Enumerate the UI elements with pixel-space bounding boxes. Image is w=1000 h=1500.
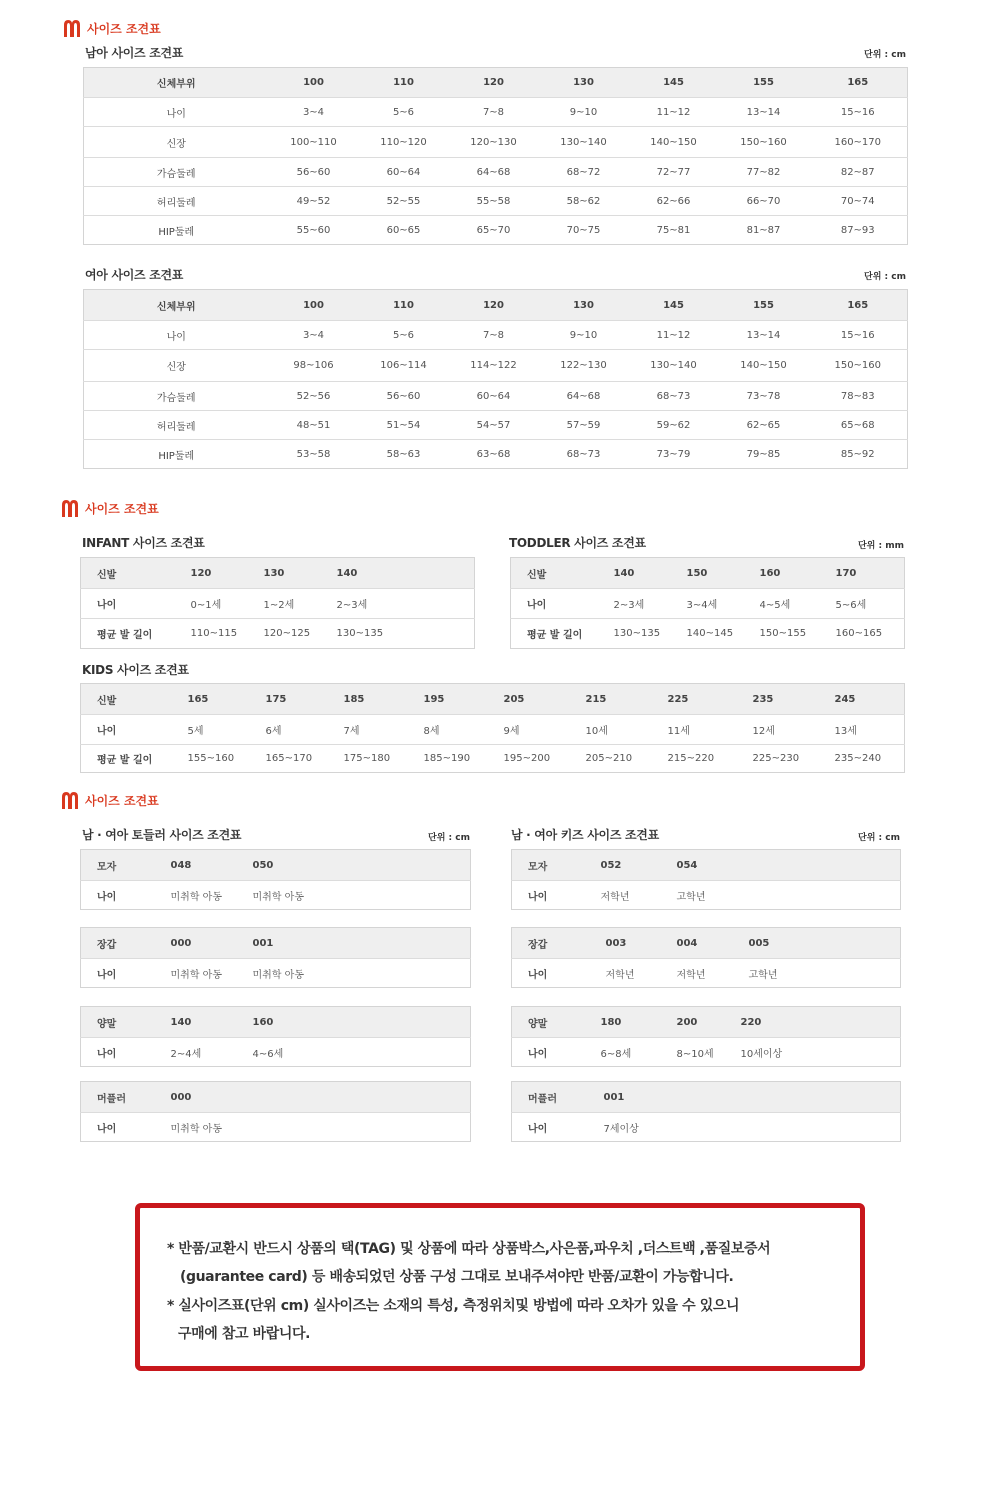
table-cell: 2~4세 — [171, 1038, 253, 1067]
row-label-cell: 나이 — [512, 881, 601, 910]
table-cell: 15~16 — [809, 98, 908, 127]
table-row — [512, 881, 901, 910]
table-cell: 180 — [601, 1007, 677, 1038]
table-cell: 58~63 — [359, 440, 449, 469]
kids-title: KIDS 사이즈 조견표 — [82, 663, 189, 677]
table-cell: 미취학 아동 — [171, 1113, 471, 1142]
row-label-cell: 모자 — [512, 850, 601, 881]
notice-line-3: * 실사이즈표(단위 cm) 실사이즈는 소재의 특성, 측정위치및 방법에 따라 오차가 있을 수 있으니 — [167, 1298, 740, 1314]
row-label-cell: 머플러 — [81, 1082, 171, 1113]
table-cell: 85~92 — [809, 440, 908, 469]
table-cell: 175~180 — [344, 745, 424, 773]
notice-box — [135, 1203, 865, 1371]
kids-gloves-table — [511, 927, 901, 988]
boys-title: 남아 사이즈 조견표 — [85, 46, 184, 60]
table-row — [84, 440, 908, 469]
table-cell: 3~4 — [269, 321, 359, 350]
row-label-cell: 장갑 — [512, 928, 606, 959]
row-label-cell: 머플러 — [512, 1082, 604, 1113]
notice-line-4: 구매에 참고 바랍니다. — [178, 1326, 310, 1342]
table-row — [512, 1113, 901, 1142]
table-row — [84, 321, 908, 350]
table-cell: 3~4세 — [687, 589, 760, 619]
table-cell: 235 — [753, 684, 835, 715]
table-cell: 3~4 — [269, 98, 359, 127]
toddler-muffler-table — [80, 1081, 471, 1142]
section-head-3 — [60, 790, 159, 810]
table-cell: 11~12 — [629, 321, 719, 350]
row-label-cell: 가슴둘레 — [84, 382, 269, 411]
table-cell: 11~12 — [629, 98, 719, 127]
toddler-acc-unit: 단위 : cm — [428, 833, 470, 843]
table-cell: 5세 — [188, 715, 266, 745]
table-cell: 122~130 — [539, 350, 629, 382]
table-header-row — [512, 1082, 901, 1113]
table-cell: 106~114 — [359, 350, 449, 382]
table-cell: 165 — [188, 684, 266, 715]
table-header-row — [81, 928, 471, 959]
table-row — [81, 1113, 471, 1142]
table-cell: 5~6 — [359, 98, 449, 127]
table-cell: 6세 — [266, 715, 344, 745]
brand-logo-icon — [60, 498, 80, 518]
table-cell: 57~59 — [539, 411, 629, 440]
table-row — [84, 216, 908, 245]
table-row — [84, 411, 908, 440]
row-label-cell: 나이 — [81, 589, 191, 619]
table-cell: 140~145 — [687, 619, 760, 649]
table-cell: 245 — [835, 684, 905, 715]
table-cell: 110~120 — [359, 127, 449, 158]
girls-unit: 단위 : cm — [864, 272, 906, 282]
table-cell: 8세 — [424, 715, 504, 745]
table-cell: 저학년 — [601, 881, 677, 910]
table-cell: 130 — [264, 558, 337, 589]
table-cell: 120~130 — [449, 127, 539, 158]
table-header-row — [81, 850, 471, 881]
table-cell: 10세 — [586, 715, 668, 745]
table-cell: 225~230 — [753, 745, 835, 773]
table-cell: 160~170 — [809, 127, 908, 158]
table-row — [512, 959, 901, 988]
table-cell: 0~1세 — [191, 589, 264, 619]
table-cell: 저학년 — [606, 959, 677, 988]
brand-logo-icon — [62, 18, 82, 38]
table-cell: 13세 — [835, 715, 905, 745]
table-row — [81, 619, 475, 649]
row-label-cell: 평균 발 길이 — [81, 619, 191, 649]
table-cell: 73~78 — [719, 382, 809, 411]
row-label-cell: 나이 — [512, 1113, 604, 1142]
toddler-hat-table — [80, 849, 471, 910]
table-cell: 5~6세 — [836, 589, 905, 619]
table-cell: 15~16 — [809, 321, 908, 350]
row-label-cell: 신체부위 — [84, 290, 269, 321]
table-cell: 114~122 — [449, 350, 539, 382]
row-label-cell: 평균 발 길이 — [511, 619, 614, 649]
table-cell: 155~160 — [188, 745, 266, 773]
table-cell: 205~210 — [586, 745, 668, 773]
row-label-cell: 모자 — [81, 850, 171, 881]
toddler-gloves-table — [80, 927, 471, 988]
table-cell: 68~73 — [629, 382, 719, 411]
table-cell: 12세 — [753, 715, 835, 745]
table-cell: 75~81 — [629, 216, 719, 245]
table-cell: 77~82 — [719, 158, 809, 187]
table-cell: 49~52 — [269, 187, 359, 216]
table-cell: 165 — [809, 290, 908, 321]
table-cell: 001 — [253, 928, 471, 959]
table-cell: 8~10세 — [677, 1038, 741, 1067]
table-row — [84, 98, 908, 127]
section-head-2 — [60, 498, 159, 518]
table-cell: 110~115 — [191, 619, 264, 649]
kids-muffler-table — [511, 1081, 901, 1142]
table-cell: 60~64 — [449, 382, 539, 411]
table-cell: 140 — [337, 558, 475, 589]
row-label-cell: 나이 — [81, 959, 171, 988]
table-cell: 5~6 — [359, 321, 449, 350]
table-cell: 58~62 — [539, 187, 629, 216]
brand-logo-icon — [60, 790, 80, 810]
row-label-cell: 나이 — [84, 321, 269, 350]
table-cell: 145 — [629, 290, 719, 321]
table-cell: 160 — [760, 558, 836, 589]
table-cell: 2~3세 — [337, 589, 475, 619]
row-label-cell: 나이 — [81, 881, 171, 910]
table-cell: 4~6세 — [253, 1038, 471, 1067]
boys-unit: 단위 : cm — [864, 50, 906, 60]
section-title: 사이즈 조견표 — [85, 501, 159, 516]
table-cell: 2~3세 — [614, 589, 687, 619]
table-cell: 70~74 — [809, 187, 908, 216]
table-cell: 000 — [171, 928, 253, 959]
table-cell: 미취학 아동 — [171, 959, 253, 988]
table-cell: 78~83 — [809, 382, 908, 411]
table-cell: 10세이상 — [741, 1038, 901, 1067]
table-cell: 110 — [359, 68, 449, 98]
table-cell: 70~75 — [539, 216, 629, 245]
row-label-cell: 양말 — [81, 1007, 171, 1038]
table-cell: 73~79 — [629, 440, 719, 469]
table-cell: 130~135 — [337, 619, 475, 649]
table-header-row — [512, 850, 901, 881]
table-cell: 55~60 — [269, 216, 359, 245]
table-cell: 62~65 — [719, 411, 809, 440]
toddler-socks-table — [80, 1006, 471, 1067]
table-cell: 048 — [171, 850, 253, 881]
infant-size-table — [80, 557, 475, 649]
table-cell: 미취학 아동 — [171, 881, 253, 910]
toddler-title: TODDLER 사이즈 조견표 — [509, 536, 646, 550]
table-cell: 050 — [253, 850, 471, 881]
table-cell: 56~60 — [359, 382, 449, 411]
toddler-acc-title: 남 · 여아 토들러 사이즈 조견표 — [82, 828, 242, 842]
table-cell: 63~68 — [449, 440, 539, 469]
row-label-cell: 나이 — [81, 1113, 171, 1142]
row-label-cell: 평균 발 길이 — [81, 745, 188, 773]
table-row — [511, 619, 905, 649]
table-cell: 9세 — [504, 715, 586, 745]
table-row — [512, 1038, 901, 1067]
row-label-cell: 나이 — [511, 589, 614, 619]
row-label-cell: 신장 — [84, 127, 269, 158]
table-cell: 140~150 — [719, 350, 809, 382]
section-head-1 — [62, 18, 161, 38]
table-cell: 56~60 — [269, 158, 359, 187]
table-cell: 005 — [749, 928, 901, 959]
row-label-cell: 신장 — [84, 350, 269, 382]
table-cell: 120~125 — [264, 619, 337, 649]
table-cell: 98~106 — [269, 350, 359, 382]
table-cell: 1~2세 — [264, 589, 337, 619]
table-header-row — [512, 1007, 901, 1038]
row-label-cell: 허리둘레 — [84, 411, 269, 440]
table-cell: 054 — [677, 850, 901, 881]
table-cell: 140~150 — [629, 127, 719, 158]
table-row — [84, 187, 908, 216]
table-cell: 81~87 — [719, 216, 809, 245]
row-label-cell: 나이 — [512, 1038, 601, 1067]
table-cell: 68~73 — [539, 440, 629, 469]
table-cell: 64~68 — [449, 158, 539, 187]
toddler-unit: 단위 : mm — [857, 541, 904, 551]
table-cell: 고학년 — [677, 881, 901, 910]
table-header-row — [81, 1007, 471, 1038]
table-cell: 155 — [719, 68, 809, 98]
table-row — [81, 745, 905, 773]
table-cell: 220 — [741, 1007, 901, 1038]
table-cell: 7세 — [344, 715, 424, 745]
table-cell: 55~58 — [449, 187, 539, 216]
table-cell: 7~8 — [449, 98, 539, 127]
table-cell: 62~66 — [629, 187, 719, 216]
table-cell: 저학년 — [677, 959, 749, 988]
table-cell: 160~165 — [836, 619, 905, 649]
table-row — [81, 589, 475, 619]
table-cell: 53~58 — [269, 440, 359, 469]
table-cell: 175 — [266, 684, 344, 715]
table-cell: 155 — [719, 290, 809, 321]
table-cell: 51~54 — [359, 411, 449, 440]
table-cell: 72~77 — [629, 158, 719, 187]
row-label-cell: 신체부위 — [84, 68, 269, 98]
table-cell: 130~140 — [629, 350, 719, 382]
table-cell: 000 — [171, 1082, 471, 1113]
section-title: 사이즈 조견표 — [85, 793, 159, 808]
table-cell: 고학년 — [749, 959, 901, 988]
table-row — [81, 959, 471, 988]
row-label-cell: 나이 — [84, 98, 269, 127]
kids-hat-table — [511, 849, 901, 910]
table-cell: 7세이상 — [604, 1113, 901, 1142]
kids-acc-unit: 단위 : cm — [858, 833, 900, 843]
table-cell: 68~72 — [539, 158, 629, 187]
table-cell: 001 — [604, 1082, 901, 1113]
table-cell: 160 — [253, 1007, 471, 1038]
row-label-cell: 신발 — [511, 558, 614, 589]
table-cell: 150~160 — [809, 350, 908, 382]
toddler-size-table — [510, 557, 905, 649]
table-cell: 7~8 — [449, 321, 539, 350]
table-cell: 120 — [449, 68, 539, 98]
table-cell: 65~70 — [449, 216, 539, 245]
row-label-cell: 나이 — [81, 1038, 171, 1067]
table-cell: 150~155 — [760, 619, 836, 649]
table-row — [81, 1038, 471, 1067]
table-header-row — [81, 684, 905, 715]
table-cell: 48~51 — [269, 411, 359, 440]
table-cell: 140 — [614, 558, 687, 589]
notice-line-2: (guarantee card) 등 배송되었던 상품 구성 그대로 보내주셔야만 반품/교환이 가능합니다. — [180, 1269, 734, 1285]
table-row — [84, 158, 908, 187]
row-label-cell: HIP둘레 — [84, 440, 269, 469]
table-cell: 145 — [629, 68, 719, 98]
row-label-cell: 허리둘레 — [84, 187, 269, 216]
table-cell: 13~14 — [719, 321, 809, 350]
notice-line-1: * 반품/교환시 반드시 상품의 택(TAG) 및 상품에 따라 상품박스,사은품,파우치 ,더스트백 ,품질보증서 — [167, 1241, 771, 1257]
girls-size-table — [83, 289, 908, 469]
girls-title: 여아 사이즈 조견표 — [85, 268, 184, 282]
table-row — [81, 715, 905, 745]
table-header-row — [512, 928, 901, 959]
table-cell: 60~64 — [359, 158, 449, 187]
table-cell: 미취학 아동 — [253, 959, 471, 988]
table-cell: 165~170 — [266, 745, 344, 773]
table-cell: 195 — [424, 684, 504, 715]
table-cell: 65~68 — [809, 411, 908, 440]
table-cell: 52~55 — [359, 187, 449, 216]
table-cell: 13~14 — [719, 98, 809, 127]
table-cell: 130 — [539, 290, 629, 321]
table-cell: 235~240 — [835, 745, 905, 773]
table-cell: 165 — [809, 68, 908, 98]
table-row — [84, 127, 908, 158]
kids-size-table — [80, 683, 905, 773]
table-cell: 9~10 — [539, 321, 629, 350]
row-label-cell: 가슴둘레 — [84, 158, 269, 187]
table-cell: 100 — [269, 290, 359, 321]
row-label-cell: 양말 — [512, 1007, 601, 1038]
table-row — [81, 881, 471, 910]
row-label-cell: 나이 — [81, 715, 188, 745]
table-cell: 120 — [191, 558, 264, 589]
row-label-cell: 장갑 — [81, 928, 171, 959]
row-label-cell: 신발 — [81, 684, 188, 715]
table-cell: 52~56 — [269, 382, 359, 411]
kids-acc-title: 남 · 여아 키즈 사이즈 조견표 — [511, 828, 659, 842]
table-cell: 205 — [504, 684, 586, 715]
table-cell: 195~200 — [504, 745, 586, 773]
table-cell: 60~65 — [359, 216, 449, 245]
table-cell: 150~160 — [719, 127, 809, 158]
table-cell: 130 — [539, 68, 629, 98]
table-cell: 185~190 — [424, 745, 504, 773]
table-cell: 120 — [449, 290, 539, 321]
table-cell: 11세 — [668, 715, 753, 745]
table-cell: 4~5세 — [760, 589, 836, 619]
table-row — [84, 382, 908, 411]
table-header-row — [84, 68, 908, 98]
table-cell: 미취학 아동 — [253, 881, 471, 910]
table-cell: 100~110 — [269, 127, 359, 158]
table-cell: 052 — [601, 850, 677, 881]
table-cell: 150 — [687, 558, 760, 589]
table-cell: 003 — [606, 928, 677, 959]
kids-socks-table — [511, 1006, 901, 1067]
table-header-row — [511, 558, 905, 589]
row-label-cell: 나이 — [512, 959, 606, 988]
table-cell: 004 — [677, 928, 749, 959]
table-cell: 82~87 — [809, 158, 908, 187]
table-cell: 9~10 — [539, 98, 629, 127]
table-cell: 185 — [344, 684, 424, 715]
row-label-cell: HIP둘레 — [84, 216, 269, 245]
table-cell: 130~135 — [614, 619, 687, 649]
table-cell: 215 — [586, 684, 668, 715]
table-cell: 87~93 — [809, 216, 908, 245]
table-cell: 200 — [677, 1007, 741, 1038]
table-cell: 130~140 — [539, 127, 629, 158]
table-row — [84, 350, 908, 382]
table-cell: 100 — [269, 68, 359, 98]
table-cell: 64~68 — [539, 382, 629, 411]
section-title: 사이즈 조견표 — [87, 21, 161, 36]
table-cell: 110 — [359, 290, 449, 321]
infant-title: INFANT 사이즈 조견표 — [82, 536, 205, 550]
table-cell: 170 — [836, 558, 905, 589]
table-cell: 79~85 — [719, 440, 809, 469]
table-cell: 225 — [668, 684, 753, 715]
table-cell: 215~220 — [668, 745, 753, 773]
table-row — [511, 589, 905, 619]
table-header-row — [81, 558, 475, 589]
table-cell: 140 — [171, 1007, 253, 1038]
table-cell: 6~8세 — [601, 1038, 677, 1067]
boys-size-table — [83, 67, 908, 245]
table-cell: 59~62 — [629, 411, 719, 440]
table-cell: 66~70 — [719, 187, 809, 216]
table-header-row — [81, 1082, 471, 1113]
table-header-row — [84, 290, 908, 321]
row-label-cell: 신발 — [81, 558, 191, 589]
table-cell: 54~57 — [449, 411, 539, 440]
